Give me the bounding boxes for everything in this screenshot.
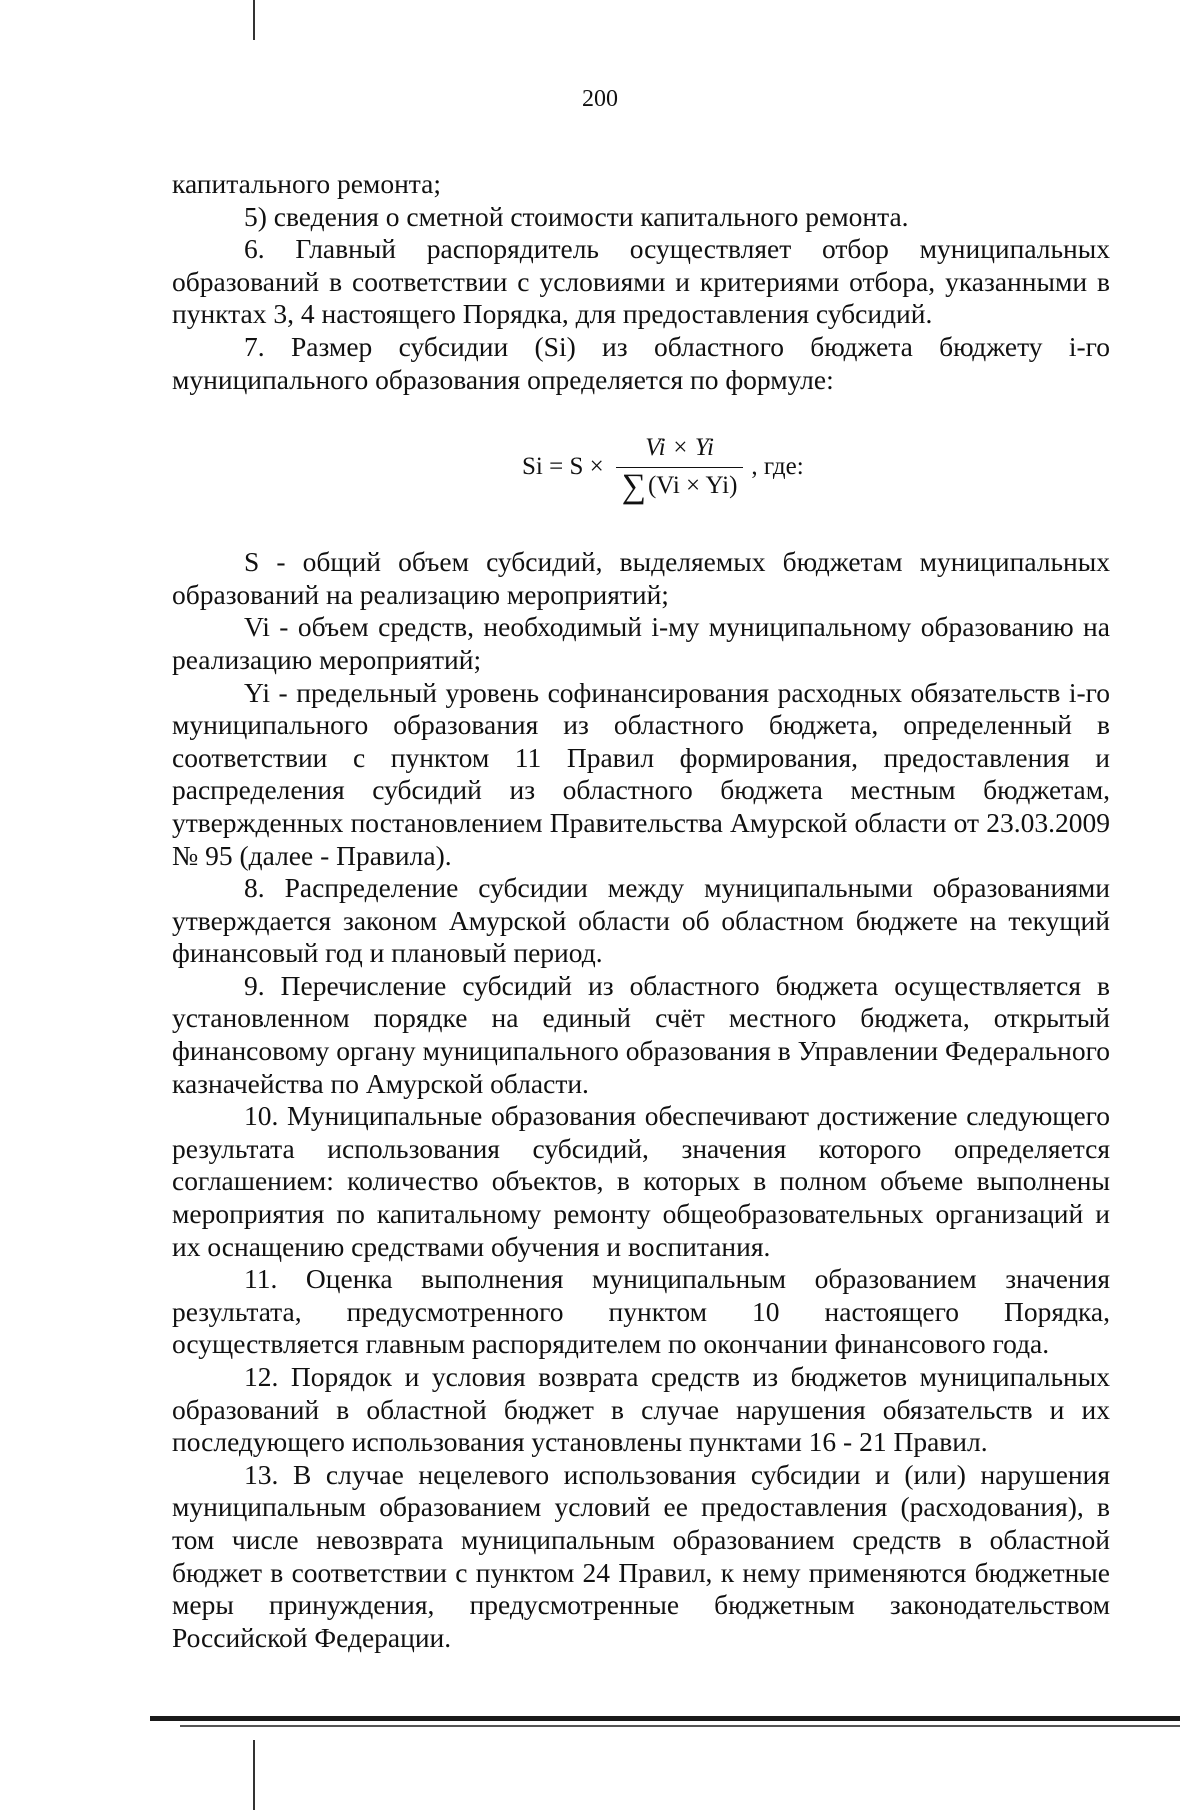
formula-fraction [616,432,744,503]
paragraph: 13. В случае нецелевого использования субсидии и (или) нарушения муниципальным образованием условий ее предоставления (расходования), в том числе невозврата муниципальным образованием средств в областной бюджет в соответствии с пунктом 24 Правил, к нему применяются бюджетные меры принуждения, предусмотренные бюджетным законодательством Российской Федерации. [172,1458,1110,1653]
paragraphs-after-formula [172,546,1110,1654]
scan-mark-top [253,0,255,40]
paragraph: капитального ремонта; [172,168,441,199]
formula-denominator-wrap [616,467,744,504]
paragraph: 12. Порядок и условия возврата средств из бюджетов муниципальных образований в областной бюджет в случае нарушения обязательств и их последующего использования установлены пунктами 16 - 21 Правил. [172,1361,1110,1458]
formula-lhs: Si = S × [522,453,604,481]
footer-rule [150,1716,1180,1721]
paragraph: 9. Перечисление субсидий из областного бюджета осуществляется в установленном порядке на единый счёт местного бюджета, открытый финансовому органу муниципального образования в Управлении Федерального казначейства по Амурской области. [172,969,1110,1099]
paragraph: 7. Размер субсидии (Si) из областного бюджета бюджету i-го муниципального образования определяется по формуле: [172,330,1110,395]
page-number: 200 [582,86,618,112]
paragraph: 11. Оценка выполнения муниципальным образованием значения результата, предусмотренного пунктом 10 настоящего Порядка, осуществляется главным распорядителем по окончании финансового года. [172,1263,1110,1360]
paragraph: S - общий объем субсидий, выделяемых бюджетам муниципальных образований на реализацию мероприятий; [172,546,1110,610]
paragraphs-before-formula [172,168,1110,396]
formula-numerator: Vi × Yi [645,434,714,462]
paragraph: Yi - предельный уровень софинансирования расходных обязательств i-го муниципального образования из областного бюджета, определенный в соответствии с пунктом 11 Правил формирования, предоставления и распределения субсидий из областного бюджета местным бюджетам, утвержденных постановлением Правительства Амурской области от 23.03.2009 № 95 (далее - Правила). [172,676,1110,871]
scan-mark-bottom [253,1740,255,1810]
formula-tail: , где: [751,453,804,481]
paragraph: Vi - объем средств, необходимый i-му муниципальному образованию на реализацию мероприятий; [172,611,1110,675]
footer-rule-secondary [180,1725,1180,1727]
formula-denominator: (Vi × Yi) [647,471,738,499]
document-body [172,168,1110,1654]
paragraph: 10. Муниципальные образования обеспечивают достижение следующего результата использования субсидий, значения которого определяется соглашением: количество объектов, в которых в полном объеме выполнены мероприятия по капитальному ремонту общеобразовательных организаций и их оснащению средствами обучения и воспитания. [172,1100,1110,1262]
paragraph: 5) сведения о сметной стоимости капитального ремонта. [244,200,909,232]
subsidy-formula [522,432,804,503]
paragraph: 6. Главный распорядитель осуществляет отбор муниципальных образований в соответствии с условиями и критериями отбора, указанными в пунктах 3, 4 настоящего Порядка, для предоставления субсидий. [172,233,1110,330]
formula-block [172,396,1110,546]
sigma-symbol: ∑ [621,467,646,505]
paragraph: 8. Распределение субсидии между муниципальными образованиями утверждается законом Амурской области об областном бюджете на текущий финансовый год и плановый период. [172,872,1110,969]
